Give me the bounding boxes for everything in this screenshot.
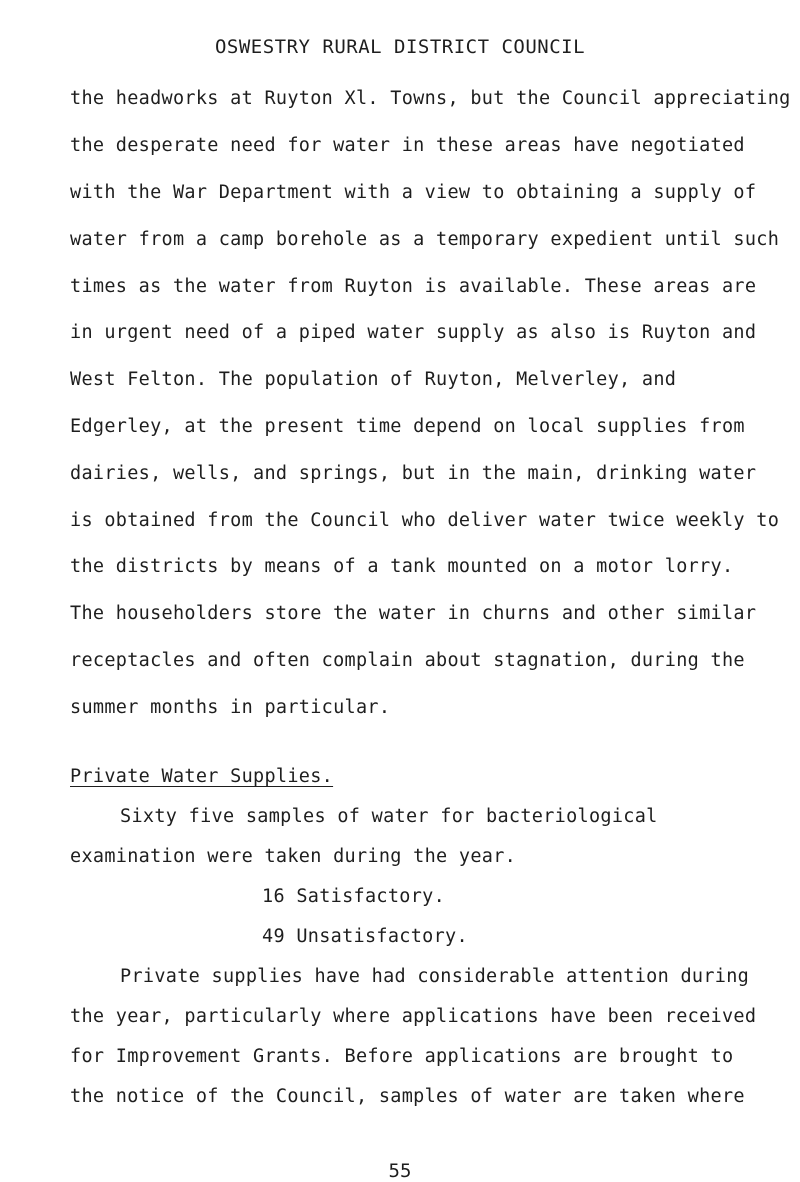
text-line: in urgent need of a piped water supply as also is Ruyton and bbox=[70, 322, 757, 343]
text-line: water from a camp borehole as a temporary expedient until such bbox=[70, 229, 780, 250]
text-line: examination were taken during the year. bbox=[70, 846, 517, 867]
text-line: Edgerley, at the present time depend on local supplies from bbox=[70, 416, 745, 437]
text-line: with the War Department with a view to obtaining a supply of bbox=[70, 182, 757, 203]
text-line: the headworks at Ruyton Xl. Towns, but the Council appreciating bbox=[70, 88, 791, 109]
text-line: dairies, wells, and springs, but in the main, drinking water bbox=[70, 463, 757, 484]
text-line: is obtained from the Council who deliver water twice weekly to bbox=[70, 510, 780, 531]
text-line: Sixty five samples of water for bacteriological bbox=[120, 806, 658, 827]
text-line: Private supplies have had considerable attention during bbox=[120, 966, 750, 987]
text-line: the year, particularly where applications have been received bbox=[70, 1006, 757, 1027]
text-line: The householders store the water in churns and other similar bbox=[70, 603, 757, 624]
result-satisfactory: 16 Satisfactory. bbox=[262, 886, 446, 907]
text-line: times as the water from Ruyton is available. These areas are bbox=[70, 276, 757, 297]
text-line: the districts by means of a tank mounted on a motor lorry. bbox=[70, 556, 734, 577]
section-heading: Private Water Supplies. bbox=[70, 766, 334, 787]
text-line: the desperate need for water in these areas have negotiated bbox=[70, 135, 745, 156]
page-header-title: OSWESTRY RURAL DISTRICT COUNCIL bbox=[214, 36, 586, 58]
result-unsatisfactory: 49 Unsatisfactory. bbox=[262, 926, 468, 947]
text-line: West Felton. The population of Ruyton, Melverley, and bbox=[70, 369, 677, 390]
text-line: the notice of the Council, samples of water are taken where bbox=[70, 1086, 745, 1107]
text-line: for Improvement Grants. Before applications are brought to bbox=[70, 1046, 734, 1067]
text-line: summer months in particular. bbox=[70, 697, 391, 718]
page-number: 55 bbox=[388, 1160, 412, 1182]
text-line: receptacles and often complain about stagnation, during the bbox=[70, 650, 745, 671]
